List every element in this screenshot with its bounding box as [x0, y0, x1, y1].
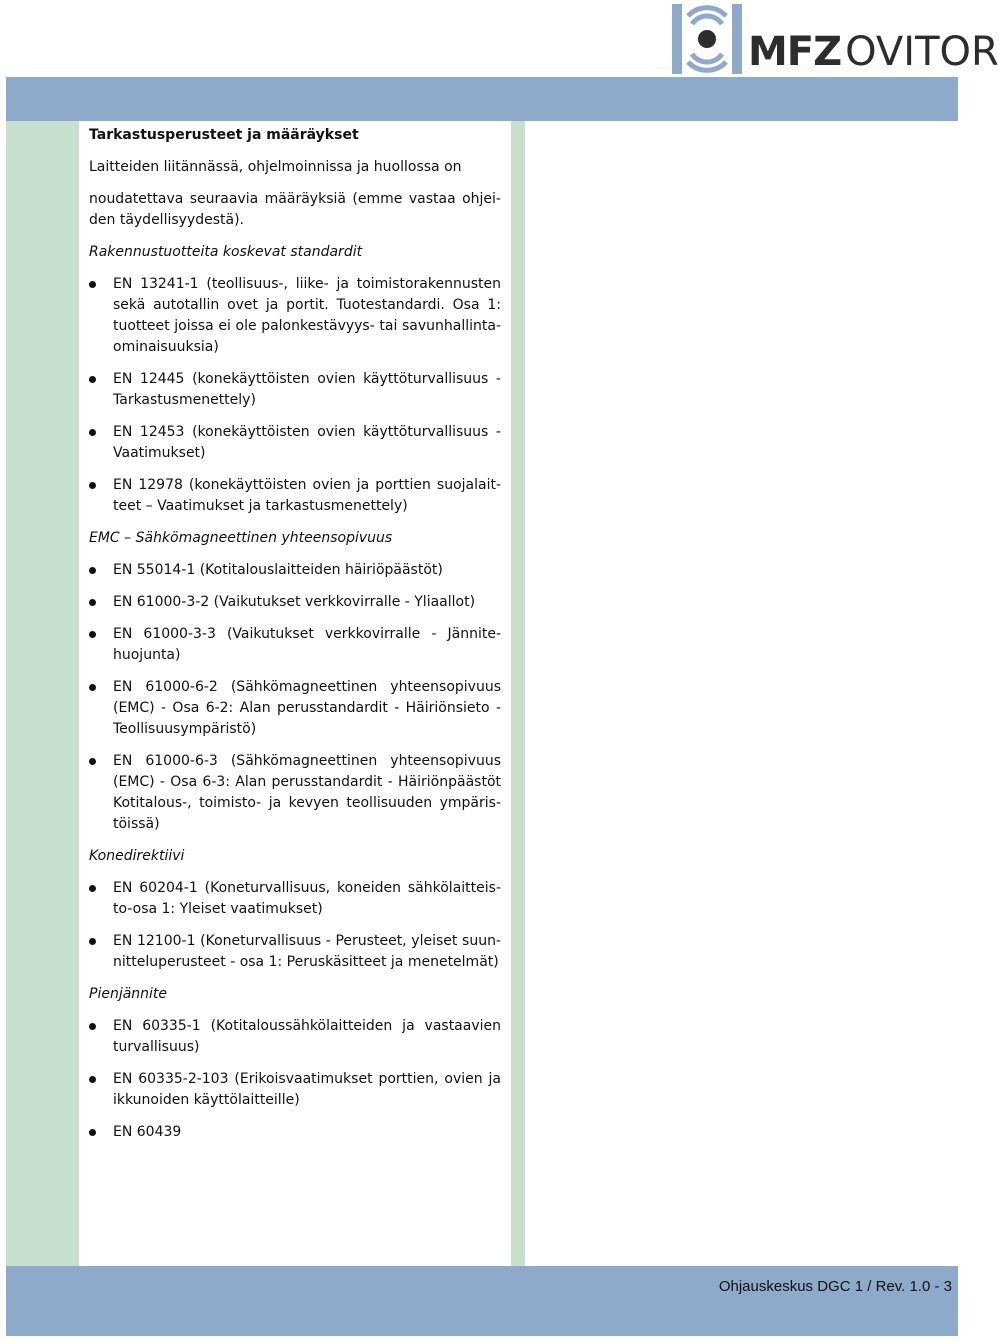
list-item: [89, 274, 501, 358]
list-item-text: EN 12453 (konekäyttöisten ovien käyttöturvallisuus - Vaatimukset): [113, 424, 501, 461]
list-item: [89, 931, 501, 973]
list-item-text: EN 60335-1 (Kotitaloussähkölaitteiden ja vastaavien turvallisuus): [113, 1018, 501, 1055]
list-item: [89, 1069, 501, 1111]
list-item: [89, 369, 501, 411]
list-item-text: EN 12100-1 (Koneturvallisuus - Perusteet, yleiset suun-nitteluperusteet - osa 1: Peruskäsitteet ja menetelmät): [113, 933, 501, 970]
section-heading-machinery: Konedirektiivi: [89, 848, 185, 864]
bullet-icon: [89, 1129, 96, 1136]
bullet-icon: [89, 885, 96, 892]
list-construction-standards: [89, 274, 501, 517]
section-heading-emc: EMC – Sähkömagneettinen yhteensopivuus: [89, 530, 393, 546]
list-item: [89, 422, 501, 464]
bullet-icon: [89, 429, 96, 436]
list-machinery-standards: [89, 878, 501, 973]
bullet-icon: [89, 599, 96, 606]
list-item: [89, 560, 501, 581]
list-item: [89, 878, 501, 920]
list-item-text: EN 60439: [113, 1124, 182, 1140]
logo-wordmark: [748, 28, 999, 76]
list-item-text: EN 12445 (konekäyttöisten ovien käyttöturvallisuus - Tarkastusmenettely): [113, 371, 501, 408]
bullet-icon: [89, 376, 96, 383]
document-title: Tarkastusperusteet ja määräykset: [89, 127, 359, 143]
bullet-icon: [89, 684, 96, 691]
column-divider-band: [511, 121, 525, 1266]
document-body: [89, 125, 501, 1154]
list-item: [89, 1122, 501, 1143]
logo-text-bold: MFZ: [748, 29, 842, 75]
bullet-icon: [89, 1023, 96, 1030]
list-item-text: EN 61000-3-3 (Vaikutukset verkkovirralle - Jännite-huojunta): [113, 626, 501, 663]
list-item-text: EN 60335-2-103 (Erikoisvaatimukset porttien, ovien ja ikkunoiden käyttölaitteille): [113, 1071, 501, 1108]
section-heading-construction: Rakennustuotteita koskevat standardit: [89, 244, 363, 260]
list-item-text: EN 61000-6-3 (Sähkömagneettinen yhteensopivuus (EMC) - Osa 6-3: Alan perusstandardit - Häiriönpäästöt Kotitalous-, toimisto- ja kevyen teollisuuden ympäris-töissä): [113, 753, 501, 832]
bullet-icon: [89, 281, 96, 288]
bullet-icon: [89, 938, 96, 945]
intro-line-2: noudatettava seuraavia määräyksiä (emme vastaa ohjei-den täydellisyydestä).: [89, 191, 501, 228]
company-logo: [668, 0, 999, 78]
bullet-icon: [89, 758, 96, 765]
list-emc-standards: [89, 560, 501, 835]
list-item-text: EN 12978 (konekäyttöisten ovien ja porttien suojalait-teet – Vaatimukset ja tarkastusmenettely): [113, 477, 501, 514]
section-heading-low-voltage: Pienjännite: [89, 986, 168, 1002]
logo-text-light: OVITOR: [845, 29, 999, 75]
list-item: [89, 1016, 501, 1058]
intro-line-1: Laitteiden liitännässä, ohjelmoinnissa ja huollossa on: [89, 159, 462, 175]
footer-page-info: Ohjauskeskus DGC 1 / Rev. 1.0 - 3: [718, 1278, 952, 1295]
list-item-text: EN 61000-3-2 (Vaikutukset verkkovirralle - Yliaallot): [113, 594, 476, 610]
bullet-icon: [89, 567, 96, 574]
list-item-text: EN 55014-1 (Kotitalouslaitteiden häiriöpäästöt): [113, 562, 443, 578]
left-margin-band: [6, 121, 79, 1266]
list-item-text: EN 13241-1 (teollisuus-, liike- ja toimistorakennusten sekä autotallin ovet ja portit. Tuotestandardi. Osa 1: tuotteet joissa ei ole palonkestävyys- tai savunhallinta-ominaisuuksia): [113, 276, 501, 355]
list-item: [89, 475, 501, 517]
bullet-icon: [89, 631, 96, 638]
list-item: [89, 751, 501, 835]
list-item: [89, 624, 501, 666]
mfz-logo-icon: [670, 2, 744, 76]
list-item: [89, 592, 501, 613]
list-item-text: EN 61000-6-2 (Sähkömagneettinen yhteensopivuus (EMC) - Osa 6-2: Alan perusstandardit - Häiriönsieto - Teollisuusympäristö): [113, 679, 501, 737]
bullet-icon: [89, 1076, 96, 1083]
footer-band: [6, 1266, 958, 1336]
list-item-text: EN 60204-1 (Koneturvallisuus, koneiden sähkölaitteis-to-osa 1: Yleiset vaatimukset): [113, 880, 501, 917]
list-low-voltage-standards: [89, 1016, 501, 1143]
header-band: [6, 77, 958, 121]
bullet-icon: [89, 482, 96, 489]
list-item: [89, 677, 501, 740]
